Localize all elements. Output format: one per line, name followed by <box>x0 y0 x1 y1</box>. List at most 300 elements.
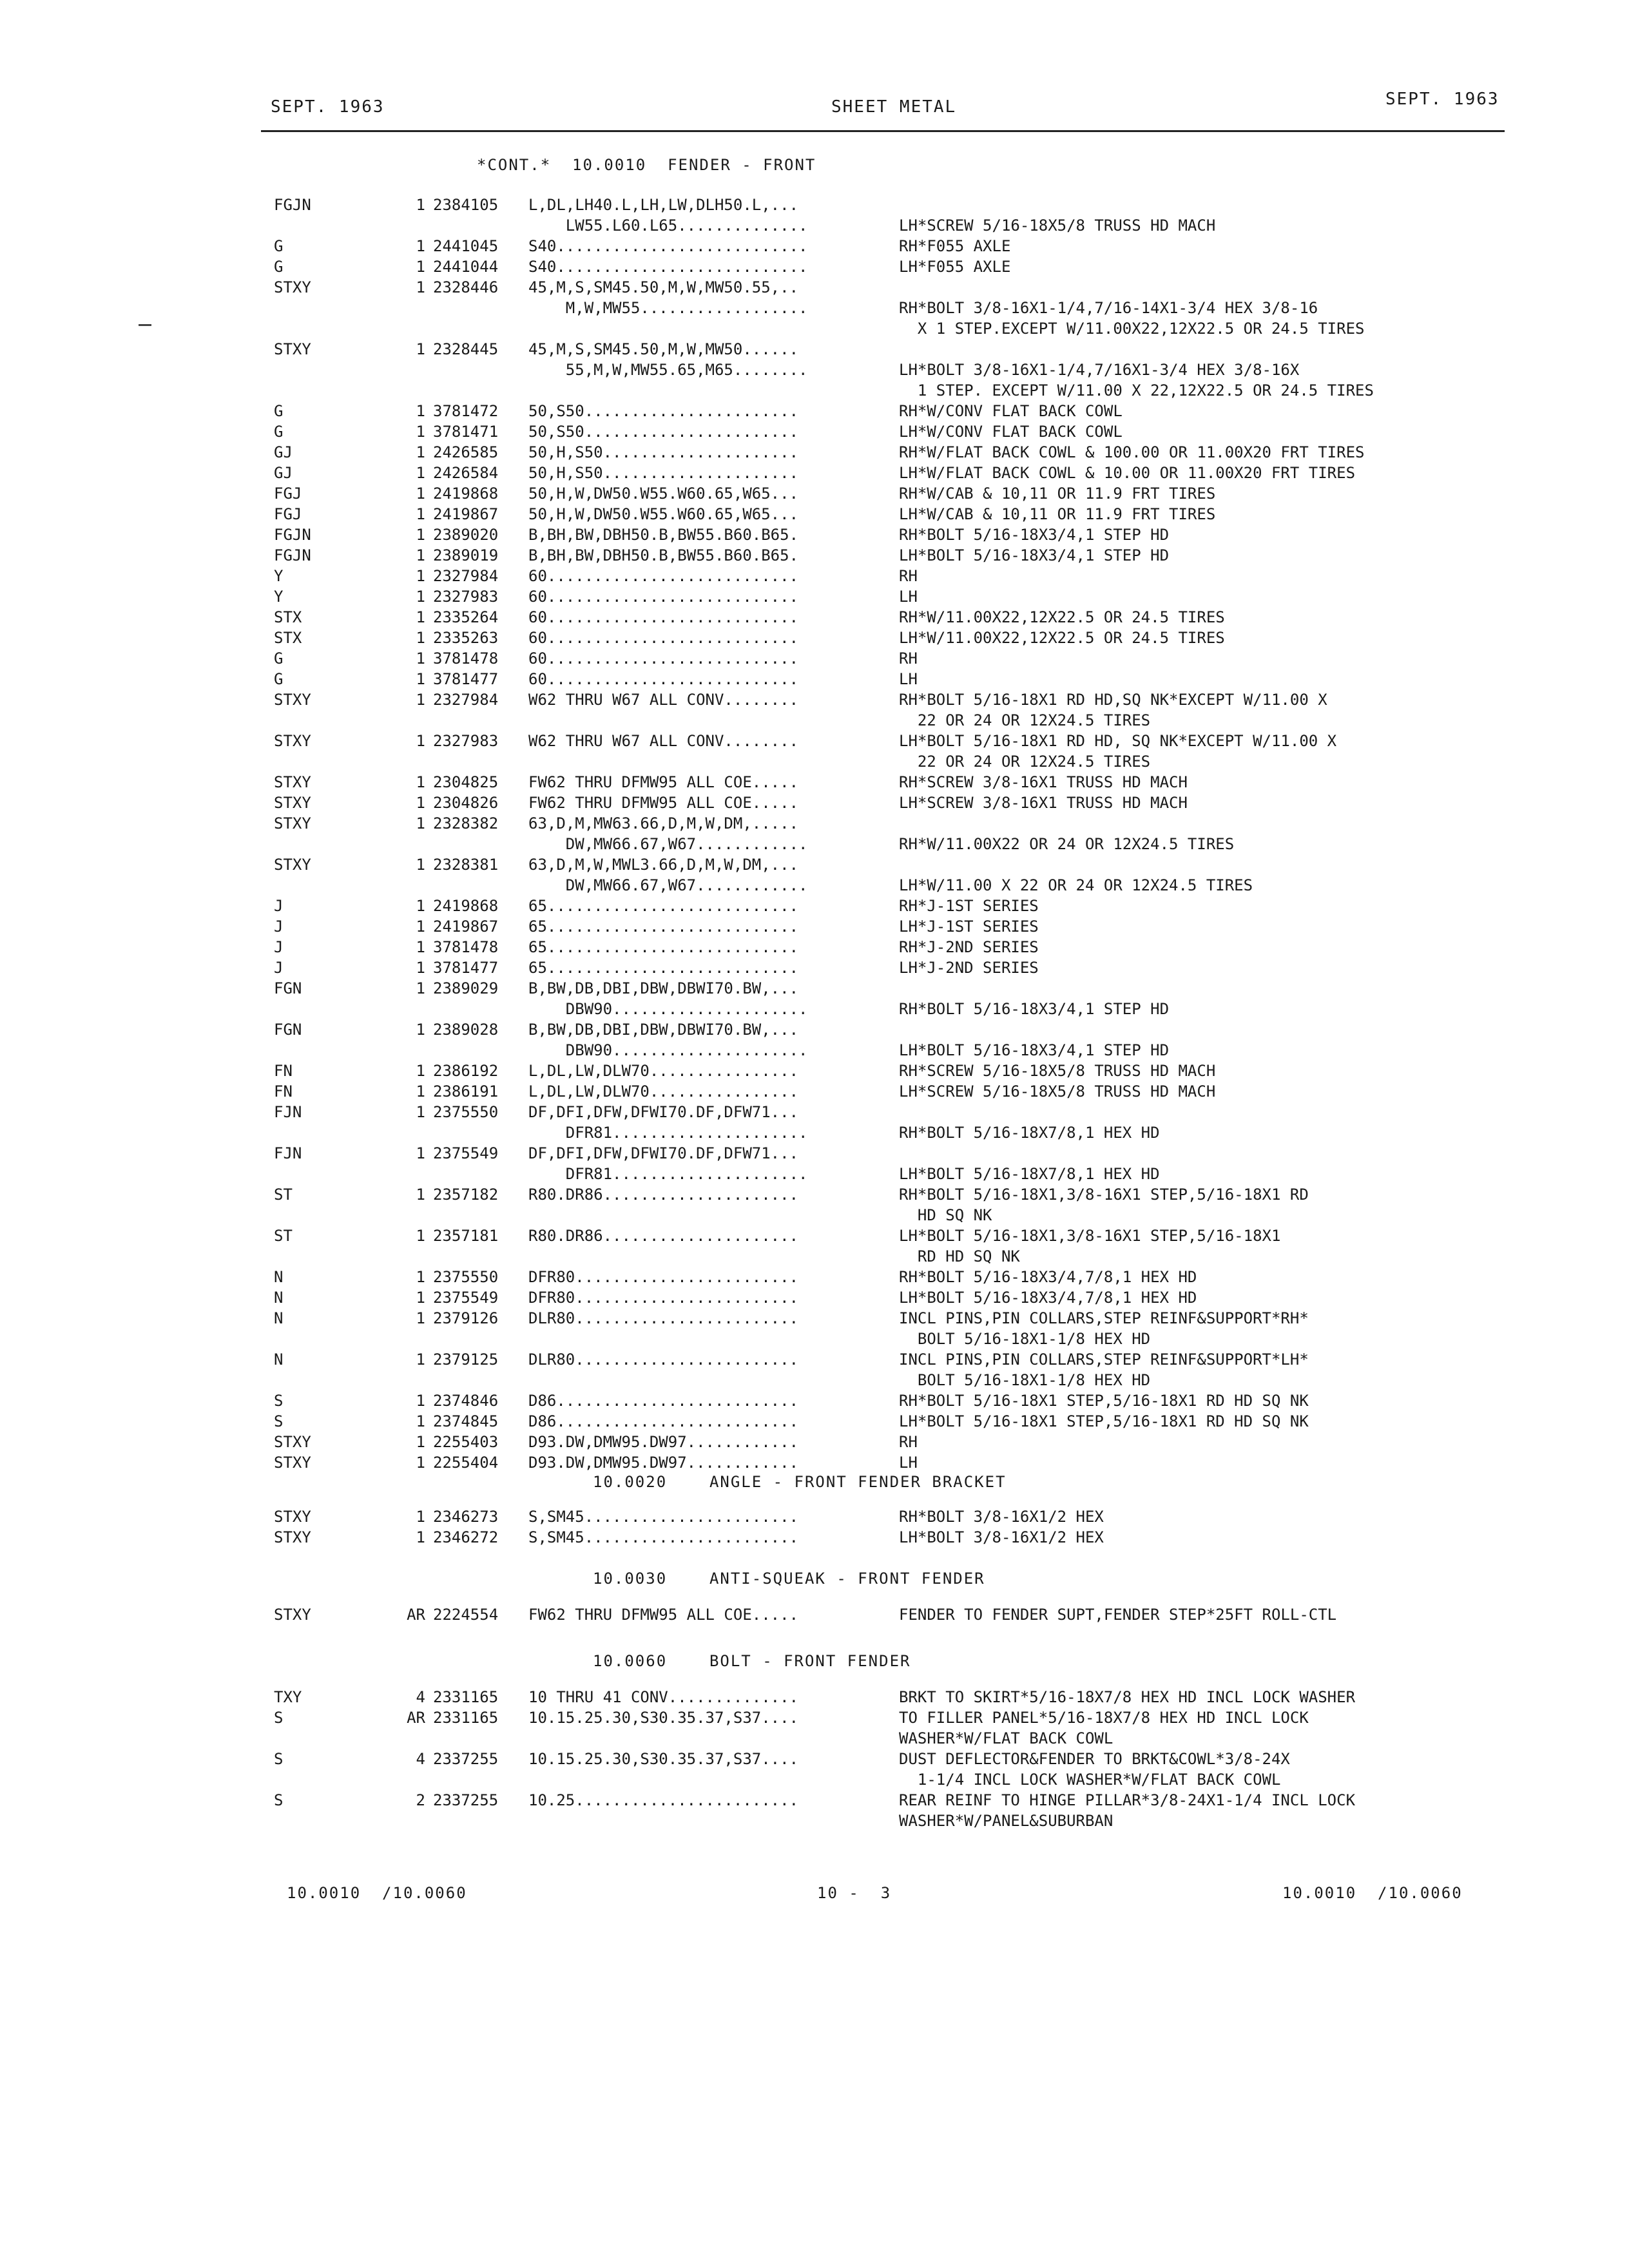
part-number: 2389019 <box>433 546 499 564</box>
parts-code: G <box>274 402 284 420</box>
part-number: 2419868 <box>433 485 499 503</box>
model-applicability: DFR80........................ <box>528 1268 799 1286</box>
model-applicability: 60........................... <box>528 588 799 606</box>
quantity: 1 <box>416 1021 425 1039</box>
table-row <box>0 1749 1629 1769</box>
part-description: RH*BOLT 5/16-18X1 STEP,5/16-18X1 RD HD SQ NK <box>899 1392 1309 1410</box>
table-row <box>0 256 1629 277</box>
part-description: LH*SCREW 5/16-18X5/8 TRUSS HD MACH <box>899 216 1216 235</box>
table-row <box>0 318 1629 339</box>
part-number: 2441044 <box>433 258 499 276</box>
quantity: 1 <box>416 649 425 668</box>
table-row <box>0 1432 1629 1452</box>
part-description: LH*W/11.00X22,12X22.5 OR 24.5 TIRES <box>899 629 1225 647</box>
table-row <box>0 1205 1629 1225</box>
table-row <box>0 1687 1629 1707</box>
model-applicability: 63,D,M,MW63.66,D,M,W,DM,..... <box>528 814 799 832</box>
quantity: 1 <box>416 691 425 709</box>
table-row <box>0 421 1629 442</box>
quantity: 1 <box>416 443 425 461</box>
model-applicability: 45,M,S,SM45.50,M,W,MW50...... <box>528 340 799 358</box>
parts-code: STXY <box>274 1433 311 1451</box>
quantity: AR <box>407 1606 425 1624</box>
table-row <box>0 1081 1629 1102</box>
part-number: 2346272 <box>433 1528 499 1546</box>
quantity: 2 <box>416 1791 425 1809</box>
part-number: 2441045 <box>433 237 499 255</box>
table-row <box>0 916 1629 937</box>
parts-code: J <box>274 897 284 915</box>
quantity: 1 <box>416 794 425 812</box>
parts-code: GJ <box>274 464 293 482</box>
table-row <box>0 1390 1629 1411</box>
parts-code: STX <box>274 629 302 647</box>
part-number: 2337255 <box>433 1750 499 1768</box>
table-row <box>0 937 1629 957</box>
table-row <box>0 1019 1629 1040</box>
quantity: 1 <box>416 340 425 358</box>
parts-code: J <box>274 918 284 936</box>
part-description: LH*BOLT 3/8-16X1-1/4,7/16X1-3/4 HEX 3/8-16X <box>899 361 1300 379</box>
table-row <box>0 1370 1629 1390</box>
table-row <box>0 463 1629 483</box>
part-description: LH*W/FLAT BACK COWL & 10.00 OR 11.00X20 FRT TIRES <box>899 464 1356 482</box>
model-applicability: L,DL,LW,DLW70................ <box>528 1062 799 1080</box>
part-number: 2327984 <box>433 567 499 585</box>
part-number: 2328445 <box>433 340 499 358</box>
model-applicability: DFR81..................... <box>528 1165 808 1183</box>
quantity: 1 <box>416 196 425 214</box>
model-applicability: 60........................... <box>528 670 799 688</box>
model-applicability: DLR80........................ <box>528 1350 799 1369</box>
quantity: 1 <box>416 1508 425 1526</box>
part-description: LH*BOLT 5/16-18X3/4,7/8,1 HEX HD <box>899 1289 1197 1307</box>
table-row <box>0 401 1629 421</box>
part-description: RH*BOLT 5/16-18X1,3/8-16X1 STEP,5/16-18X1 RD <box>899 1186 1309 1204</box>
part-description: RH*BOLT 5/16-18X7/8,1 HEX HD <box>899 1124 1160 1142</box>
table-row <box>0 1769 1629 1790</box>
model-applicability: DW,MW66.67,W67............ <box>528 876 808 894</box>
model-applicability: W62 THRU W67 ALL CONV........ <box>528 691 799 709</box>
model-applicability: FW62 THRU DFMW95 ALL COE..... <box>528 1606 799 1624</box>
part-number: 2346273 <box>433 1508 499 1526</box>
quantity: 1 <box>416 588 425 606</box>
table-row <box>0 1164 1629 1184</box>
model-applicability: 60........................... <box>528 649 799 668</box>
table-row <box>0 1329 1629 1349</box>
part-description: HD SQ NK <box>899 1206 992 1224</box>
quantity: AR <box>407 1709 425 1727</box>
part-description: LH*BOLT 5/16-18X1 RD HD, SQ NK*EXCEPT W/11.00 X <box>899 732 1337 750</box>
part-description: DUST DEFLECTOR&FENDER TO BRKT&COWL*3/8-24X <box>899 1750 1290 1768</box>
part-number: 2375550 <box>433 1268 499 1286</box>
model-applicability: 60........................... <box>528 629 799 647</box>
part-description: TO FILLER PANEL*5/16-18X7/8 HEX HD INCL LOCK <box>899 1709 1309 1727</box>
model-applicability: DF,DFI,DFW,DFWI70.DF,DFW71... <box>528 1144 799 1162</box>
table-row <box>0 957 1629 978</box>
parts-code: Y <box>274 588 284 606</box>
parts-code: G <box>274 258 284 276</box>
table-row <box>0 813 1629 834</box>
part-description: LH*J-2ND SERIES <box>899 959 1039 977</box>
part-description: LH*BOLT 5/16-18X1 STEP,5/16-18X1 RD HD SQ NK <box>899 1412 1309 1430</box>
section-rows <box>0 1687 1629 1831</box>
model-applicability: 55,M,W,MW55.65,M65........ <box>528 361 808 379</box>
quantity: 1 <box>416 1350 425 1369</box>
part-number: 2328446 <box>433 278 499 296</box>
parts-code: FN <box>274 1062 293 1080</box>
part-number: 3781478 <box>433 938 499 956</box>
part-description: BOLT 5/16-18X1-1/8 HEX HD <box>899 1330 1151 1348</box>
quantity: 1 <box>416 505 425 523</box>
parts-code: FGJN <box>274 196 311 214</box>
parts-code: FGJ <box>274 505 302 523</box>
parts-code: N <box>274 1289 284 1307</box>
part-number: 3781478 <box>433 649 499 668</box>
table-row <box>0 360 1629 380</box>
part-number: 2386191 <box>433 1082 499 1100</box>
part-number: 2357182 <box>433 1186 499 1204</box>
part-description: LH*BOLT 5/16-18X3/4,1 STEP HD <box>899 1041 1170 1059</box>
part-number: 2327983 <box>433 732 499 750</box>
parts-code: STXY <box>274 732 311 750</box>
quantity: 1 <box>416 1186 425 1204</box>
table-row <box>0 442 1629 463</box>
quantity: 1 <box>416 1082 425 1100</box>
model-applicability: W62 THRU W67 ALL CONV........ <box>528 732 799 750</box>
quantity: 1 <box>416 856 425 874</box>
model-applicability: 50,S50....................... <box>528 402 799 420</box>
model-applicability: 65........................... <box>528 938 799 956</box>
part-description: LH*BOLT 5/16-18X1,3/8-16X1 STEP,5/16-18X1 <box>899 1227 1281 1245</box>
table-row <box>0 1728 1629 1749</box>
table-row <box>0 215 1629 236</box>
table-row <box>0 834 1629 854</box>
quantity: 1 <box>416 897 425 915</box>
part-description: LH*W/11.00 X 22 OR 24 OR 12X24.5 TIRES <box>899 876 1253 894</box>
table-row <box>0 1604 1629 1625</box>
quantity: 1 <box>416 1227 425 1245</box>
quantity: 1 <box>416 918 425 936</box>
model-applicability: FW62 THRU DFMW95 ALL COE..... <box>528 773 799 791</box>
parts-code: STXY <box>274 1508 311 1526</box>
parts-code: STX <box>274 608 302 626</box>
model-applicability: R80.DR86..................... <box>528 1186 799 1204</box>
model-applicability: 65........................... <box>528 897 799 915</box>
part-description: RH*J-2ND SERIES <box>899 938 1039 956</box>
model-applicability: DF,DFI,DFW,DFWI70.DF,DFW71... <box>528 1103 799 1121</box>
table-row <box>0 1287 1629 1308</box>
parts-code: FGJN <box>274 526 311 544</box>
part-description: RH*BOLT 3/8-16X1/2 HEX <box>899 1508 1104 1526</box>
model-applicability: LW55.L60.L65.............. <box>528 216 808 235</box>
part-description: RH*SCREW 5/16-18X5/8 TRUSS HD MACH <box>899 1062 1216 1080</box>
table-row <box>0 1225 1629 1246</box>
table-row <box>0 854 1629 875</box>
part-description: RH*W/11.00X22,12X22.5 OR 24.5 TIRES <box>899 608 1225 626</box>
part-number: 2379126 <box>433 1309 499 1327</box>
parts-code: TXY <box>274 1688 302 1706</box>
section-title: 10.0020 ANGLE - FRONT FENDER BRACKET <box>593 1473 1007 1491</box>
table-row <box>0 669 1629 689</box>
table-row <box>0 648 1629 669</box>
parts-code: STXY <box>274 1606 311 1624</box>
model-applicability: D93.DW,DMW95.DW97............ <box>528 1454 799 1472</box>
part-number: 2255404 <box>433 1454 499 1472</box>
part-number: 2389029 <box>433 979 499 997</box>
quantity: 1 <box>416 608 425 626</box>
part-number: 2419867 <box>433 918 499 936</box>
table-row <box>0 1143 1629 1164</box>
part-number: 2224554 <box>433 1606 499 1624</box>
model-applicability: L,DL,LH40.L,LH,LW,DLH50.L,... <box>528 196 799 214</box>
model-applicability: S,SM45....................... <box>528 1508 799 1526</box>
parts-code: STXY <box>274 278 311 296</box>
header-date-left: SEPT. 1963 <box>271 97 385 117</box>
part-description: RD HD SQ NK <box>899 1247 1020 1265</box>
part-description: RH*BOLT 5/16-18X3/4,7/8,1 HEX HD <box>899 1268 1197 1286</box>
parts-code: ST <box>274 1186 293 1204</box>
part-number: 2386192 <box>433 1062 499 1080</box>
model-applicability: 65........................... <box>528 918 799 936</box>
model-applicability: B,BH,BW,DBH50.B,BW55.B60.B65. <box>528 526 799 544</box>
part-description: LH*W/CONV FLAT BACK COWL <box>899 423 1123 441</box>
part-description: RH*BOLT 5/16-18X1 RD HD,SQ NK*EXCEPT W/11.00 X <box>899 691 1327 709</box>
table-row <box>0 277 1629 298</box>
table-row <box>0 1349 1629 1370</box>
parts-code: S <box>274 1791 284 1809</box>
page-number: 10 - 3 <box>817 1884 892 1902</box>
quantity: 1 <box>416 237 425 255</box>
table-row <box>0 1790 1629 1811</box>
parts-code: S <box>274 1392 284 1410</box>
quantity: 1 <box>416 1454 425 1472</box>
part-description: X 1 STEP.EXCEPT W/11.00X22,12X22.5 OR 24.5 TIRES <box>899 320 1365 338</box>
part-number: 2335263 <box>433 629 499 647</box>
part-description: LH*W/CAB & 10,11 OR 11.9 FRT TIRES <box>899 505 1216 523</box>
part-description: WASHER*W/FLAT BACK COWL <box>899 1729 1113 1747</box>
part-description: RH*BOLT 5/16-18X3/4,1 STEP HD <box>899 1000 1170 1018</box>
quantity: 1 <box>416 1103 425 1121</box>
part-number: 2374845 <box>433 1412 499 1430</box>
section-rows <box>0 195 1629 1473</box>
part-description: LH <box>899 1454 918 1472</box>
part-description: RH <box>899 1433 918 1451</box>
table-row <box>0 524 1629 545</box>
model-applicability: 10.15.25.30,S30.35.37,S37.... <box>528 1709 799 1727</box>
part-number: 2337255 <box>433 1791 499 1809</box>
header-title: SHEET METAL <box>831 97 957 117</box>
parts-code: STXY <box>274 773 311 791</box>
parts-code: G <box>274 670 284 688</box>
model-applicability: R80.DR86..................... <box>528 1227 799 1245</box>
section-title: 10.0060 BOLT - FRONT FENDER <box>593 1652 911 1670</box>
parts-code: STXY <box>274 691 311 709</box>
part-description: 1 STEP. EXCEPT W/11.00 X 22,12X22.5 OR 24.5 TIRES <box>899 381 1374 399</box>
model-applicability: B,BW,DB,DBI,DBW,DBWI70.BW,... <box>528 1021 799 1039</box>
part-number: 2304826 <box>433 794 499 812</box>
part-description: LH*SCREW 3/8-16X1 TRUSS HD MACH <box>899 794 1188 812</box>
part-description: BRKT TO SKIRT*5/16-18X7/8 HEX HD INCL LOCK WASHER <box>899 1688 1356 1706</box>
part-number: 2327983 <box>433 588 499 606</box>
part-number: 2419868 <box>433 897 499 915</box>
part-number: 2426585 <box>433 443 499 461</box>
table-row <box>0 483 1629 504</box>
part-description: RH*J-1ST SERIES <box>899 897 1039 915</box>
table-row <box>0 751 1629 772</box>
part-number: 2389020 <box>433 526 499 544</box>
part-number: 2255403 <box>433 1433 499 1451</box>
table-row <box>0 1411 1629 1432</box>
part-description: REAR REINF TO HINGE PILLAR*3/8-24X1-1/4 INCL LOCK <box>899 1791 1356 1809</box>
part-description: RH*SCREW 3/8-16X1 TRUSS HD MACH <box>899 773 1188 791</box>
quantity: 1 <box>416 1309 425 1327</box>
parts-code: N <box>274 1268 284 1286</box>
part-description: RH*W/FLAT BACK COWL & 100.00 OR 11.00X20 FRT TIRES <box>899 443 1365 461</box>
parts-code: Y <box>274 567 284 585</box>
table-row <box>0 793 1629 813</box>
parts-code: FJN <box>274 1144 302 1162</box>
table-row <box>0 236 1629 256</box>
parts-code: ST <box>274 1227 293 1245</box>
part-number: 2304825 <box>433 773 499 791</box>
quantity: 1 <box>416 1433 425 1451</box>
quantity: 1 <box>416 526 425 544</box>
parts-code: FGN <box>274 1021 302 1039</box>
table-row <box>0 1184 1629 1205</box>
model-applicability: DFR81..................... <box>528 1124 808 1142</box>
header-date-right: SEPT. 1963 <box>1385 90 1499 109</box>
quantity: 1 <box>416 278 425 296</box>
parts-code: STXY <box>274 794 311 812</box>
quantity: 1 <box>416 1289 425 1307</box>
part-number: 2419867 <box>433 505 499 523</box>
table-row <box>0 607 1629 628</box>
part-number: 2335264 <box>433 608 499 626</box>
part-number: 2379125 <box>433 1350 499 1369</box>
footer-range-right: 10.0010 /10.0060 <box>1282 1884 1463 1902</box>
part-number: 2328382 <box>433 814 499 832</box>
parts-code: S <box>274 1750 284 1768</box>
parts-code: J <box>274 938 284 956</box>
model-applicability: L,DL,LW,DLW70................ <box>528 1082 799 1100</box>
model-applicability: S,SM45....................... <box>528 1528 799 1546</box>
parts-code: FJN <box>274 1103 302 1121</box>
table-row <box>0 586 1629 607</box>
part-description: RH*F055 AXLE <box>899 237 1011 255</box>
model-applicability: B,BW,DB,DBI,DBW,DBWI70.BW,... <box>528 979 799 997</box>
model-applicability: 60........................... <box>528 608 799 626</box>
table-row <box>0 1811 1629 1831</box>
part-description: LH*SCREW 5/16-18X5/8 TRUSS HD MACH <box>899 1082 1216 1100</box>
model-applicability: D86.......................... <box>528 1392 799 1410</box>
section-title: 10.0030 ANTI-SQUEAK - FRONT FENDER <box>593 1570 985 1588</box>
model-applicability: 50,H,S50..................... <box>528 443 799 461</box>
parts-code: S <box>274 1709 284 1727</box>
part-number: 2327984 <box>433 691 499 709</box>
section-rows <box>0 1604 1629 1625</box>
parts-code: FGJ <box>274 485 302 503</box>
section-title: *CONT.* 10.0010 FENDER - FRONT <box>477 156 816 174</box>
table-row <box>0 1527 1629 1548</box>
quantity: 1 <box>416 814 425 832</box>
quantity: 1 <box>416 979 425 997</box>
part-number: 2384105 <box>433 196 499 214</box>
parts-code: STXY <box>274 814 311 832</box>
model-applicability: 10.25........................ <box>528 1791 799 1809</box>
quantity: 1 <box>416 1268 425 1286</box>
table-row <box>0 1122 1629 1143</box>
parts-code: STXY <box>274 1454 311 1472</box>
part-number: 2331165 <box>433 1709 499 1727</box>
part-description: RH*BOLT 5/16-18X3/4,1 STEP HD <box>899 526 1170 544</box>
model-applicability: DFR80........................ <box>528 1289 799 1307</box>
quantity: 1 <box>416 423 425 441</box>
part-number: 2357181 <box>433 1227 499 1245</box>
part-number: 3781477 <box>433 670 499 688</box>
quantity: 1 <box>416 567 425 585</box>
table-row <box>0 339 1629 360</box>
model-applicability: 63,D,M,W,MWL3.66,D,M,W,DM,... <box>528 856 799 874</box>
model-applicability: S40........................... <box>528 237 808 255</box>
table-row <box>0 1308 1629 1329</box>
model-applicability: FW62 THRU DFMW95 ALL COE..... <box>528 794 799 812</box>
part-number: 3781472 <box>433 402 499 420</box>
part-number: 3781471 <box>433 423 499 441</box>
table-row <box>0 195 1629 215</box>
quantity: 1 <box>416 959 425 977</box>
parts-code: S <box>274 1412 284 1430</box>
quantity: 1 <box>416 1144 425 1162</box>
parts-code: GJ <box>274 443 293 461</box>
part-description: INCL PINS,PIN COLLARS,STEP REINF&SUPPORT*LH* <box>899 1350 1309 1369</box>
parts-code: G <box>274 237 284 255</box>
table-row <box>0 875 1629 896</box>
part-number: 2389028 <box>433 1021 499 1039</box>
model-applicability: 50,S50....................... <box>528 423 799 441</box>
part-number: 2328381 <box>433 856 499 874</box>
part-number: 2331165 <box>433 1688 499 1706</box>
model-applicability: D86.......................... <box>528 1412 799 1430</box>
parts-code: STXY <box>274 340 311 358</box>
model-applicability: 10.15.25.30,S30.35.37,S37.... <box>528 1750 799 1768</box>
part-description: 22 OR 24 OR 12X24.5 TIRES <box>899 711 1151 729</box>
part-number: 2375549 <box>433 1144 499 1162</box>
table-row <box>0 1452 1629 1473</box>
model-applicability: B,BH,BW,DBH50.B,BW55.B60.B65. <box>528 546 799 564</box>
parts-code: G <box>274 423 284 441</box>
table-row <box>0 1102 1629 1122</box>
table-row <box>0 999 1629 1019</box>
quantity: 1 <box>416 732 425 750</box>
model-applicability: DBW90..................... <box>528 1000 808 1018</box>
section-rows <box>0 1506 1629 1548</box>
part-description: INCL PINS,PIN COLLARS,STEP REINF&SUPPORT*RH* <box>899 1309 1309 1327</box>
model-applicability: M,W,MW55.................. <box>528 299 808 317</box>
part-number: 3781477 <box>433 959 499 977</box>
table-row <box>0 298 1629 318</box>
quantity: 1 <box>416 938 425 956</box>
part-description: BOLT 5/16-18X1-1/8 HEX HD <box>899 1371 1151 1389</box>
quantity: 1 <box>416 1392 425 1410</box>
part-number: 2375549 <box>433 1289 499 1307</box>
table-row <box>0 380 1629 401</box>
model-applicability: 50,H,W,DW50.W55.W60.65,W65... <box>528 505 799 523</box>
part-description: LH*F055 AXLE <box>899 258 1011 276</box>
table-row <box>0 1267 1629 1287</box>
table-row <box>0 566 1629 586</box>
table-row <box>0 1061 1629 1081</box>
